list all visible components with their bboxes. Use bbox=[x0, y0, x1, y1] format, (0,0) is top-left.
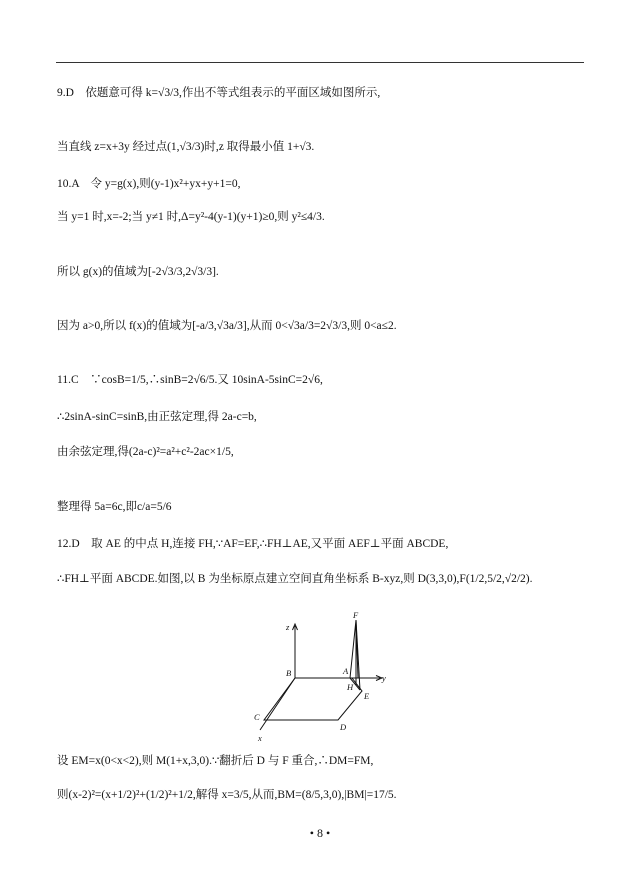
page-number: • 8 • bbox=[309, 826, 331, 840]
label-D: D bbox=[340, 722, 347, 732]
text-line-10a-4: 因为 a>0,所以 f(x)的值域为[-a/3,√3a/3],从而 0<√3a/3=2√3/3,则 0<a≤2. bbox=[57, 320, 397, 332]
label-C: C bbox=[254, 712, 260, 722]
label-A: A bbox=[343, 666, 349, 676]
label-F: F bbox=[353, 610, 359, 620]
text-line-11c-3: 由余弦定理,得(2a-c)²=a²+c²-2ac×1/5, bbox=[57, 446, 234, 458]
text-line-10a-1: 10.A 令 y=g(x),则(y-1)x²+yx+y+1=0, bbox=[57, 178, 241, 190]
text-line-12d-2: ∴FH⊥平面 ABCDE.如图,以 B 为坐标原点建立空间直角坐标系 B-xyz,则 D(3,3,0),F(1/2,5/2,√2/2). bbox=[57, 573, 533, 585]
text-line-9d-2: 当直线 z=x+3y 经过点(1,√3/3)时,z 取得最小值 1+√3. bbox=[57, 141, 315, 153]
label-H: H bbox=[347, 682, 354, 692]
header-rule bbox=[56, 62, 584, 63]
text-line-11c-2: ∴2sinA-sinC=sinB,由正弦定理,得 2a-c=b, bbox=[57, 411, 257, 423]
label-y: y bbox=[382, 673, 386, 683]
label-z: z bbox=[286, 622, 290, 632]
label-B: B bbox=[286, 668, 292, 678]
text-line-12d-3: 设 EM=x(0<x<2),则 M(1+x,3,0).∵翻折后 D 与 F 重合,∴DM=FM, bbox=[57, 755, 374, 767]
text-line-10a-3: 所以 g(x)的值域为[-2√3/3,2√3/3]. bbox=[57, 266, 219, 278]
edge-FA bbox=[350, 620, 356, 678]
text-line-12d-4: 则(x-2)²=(x+1/2)²+(1/2)²+1/2,解得 x=3/5,从而,BM=(8/5,3,0),|BM|=17/5. bbox=[57, 789, 397, 801]
label-x: x bbox=[258, 733, 262, 743]
coordinate-figure bbox=[246, 608, 406, 743]
text-line-9d-1: 9.D 依题意可得 k=√3/3,作出不等式组表示的平面区域如图所示, bbox=[57, 87, 381, 99]
text-line-10a-2: 当 y=1 时,x=-2;当 y≠1 时,Δ=y²-4(y-1)(y+1)≥0,则 y²≤4/3. bbox=[57, 211, 325, 223]
label-E: E bbox=[364, 691, 370, 701]
text-line-11c-4: 整理得 5a=6c,即c/a=5/6 bbox=[57, 501, 172, 513]
text-line-12d-1: 12.D 取 AE 的中点 H,连接 FH,∵AF=EF,∴FH⊥AE,又平面 AEF⊥平面 ABCDE, bbox=[57, 538, 449, 550]
text-line-11c-1: 11.C ∵cosB=1/5,∴sinB=2√6/5.又 10sinA-5sinC=2√6, bbox=[57, 374, 323, 386]
